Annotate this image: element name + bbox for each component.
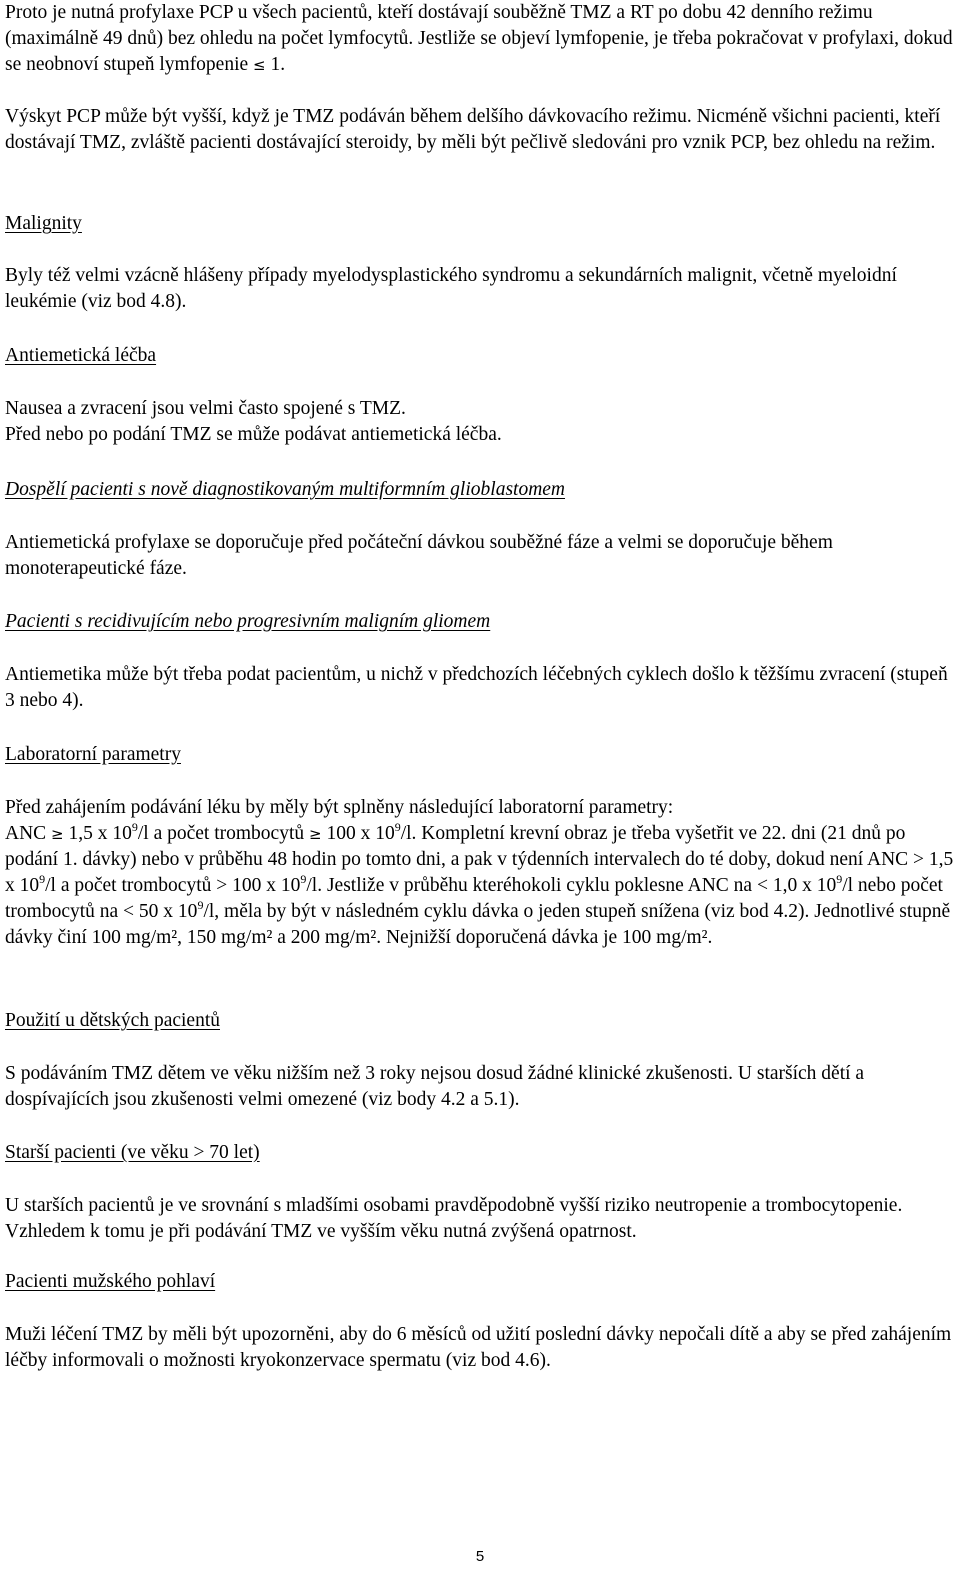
lab-text-9: /l, měla by být v následném cyklu dávka o jeden stupeň snížena (viz bod 4.2). Jednotlivé stupně dávky činí 100 mg/m², 150 mg/m² a 200 mg/m². Nejnižší doporučená dávka je 100 mg/m².: [5, 901, 951, 948]
elderly-heading: Starší pacienti (ve věku > 70 let): [5, 1142, 260, 1163]
pcp-text-1a: Proto je nutná profylaxe PCP u všech pacientů, kteří dostávají souběžně TMZ a RT po dobu 42 denního režimu (maximálně 49 dnů) bez ohledu na počet lymfocytů. Jestliže se objeví lymfopenie, je třeba pokračovat v profylaxi, dokud se neobnoví stupeň lymfopenie: [5, 2, 953, 75]
less-or-equal-symbol: ≤: [253, 56, 266, 74]
male-text: Muži léčení TMZ by měli být upozorněni, aby do 6 měsíců od užití poslední dávky nepočali dítě a aby se před zahájením léčby informovali o možnosti kryokonzervace spermatu (viz bod 4.6).: [5, 1324, 952, 1371]
exponent: 9: [836, 872, 843, 886]
exponent: 9: [394, 820, 401, 834]
lab-text-1: ANC: [5, 823, 52, 844]
malignity-text: Byly též velmi vzácně hlášeny případy myelodysplastického syndromu a sekundárních malignit, včetně myeloidní leukémie (viz bod 4.8).: [5, 265, 897, 312]
antiemetic-heading: Antiemetická léčba: [5, 345, 157, 366]
antiemetic-line-2: Před nebo po podání TMZ se může podávat antiemetická léčba.: [5, 424, 502, 445]
lab-text-4: 100 x 10: [321, 823, 395, 844]
recurrent-text: Antiemetika může být třeba podat pacientům, u nichž v předchozích léčebných cyklech došlo k těžšímu zvracení (stupeň 3 nebo 4).: [5, 664, 948, 711]
lab-heading: Laboratorní parametry: [5, 744, 181, 765]
pcp-text-1b: 1.: [265, 54, 286, 75]
male-heading: Pacienti mužského pohlaví: [5, 1271, 216, 1292]
greater-or-equal-symbol: ≥: [309, 825, 322, 843]
exponent: 9: [197, 898, 204, 912]
exponent: 9: [300, 872, 307, 886]
lab-text-6: /l a počet trombocytů > 100 x 10: [45, 875, 301, 896]
exponent: 9: [131, 820, 138, 834]
greater-or-equal-symbol: ≥: [51, 825, 64, 843]
adults-text: Antiemetická profylaxe se doporučuje před počáteční dávkou souběžné fáze a velmi se doporučuje během monoterapeutické fáze.: [5, 532, 833, 579]
adults-heading: Dospělí pacienti s nově diagnostikovaným multiformním glioblastomem: [5, 479, 566, 500]
lab-text-2: 1,5 x 10: [63, 823, 132, 844]
malignity-heading: Malignity: [5, 213, 82, 234]
lab-text-5: /l. Kompletní krevní obraz je třeba vyšetřit ve 22. dni (21 dnů po podání 1. dávky) nebo v průběhu 48 hodin po tomto dni, a pak v týdenních intervalech do té doby, dokud není ANC > 1,5 x 10: [5, 823, 954, 896]
lab-paragraph: [5, 821, 955, 951]
recurrent-heading: Pacienti s recidivujícím nebo progresivním maligním gliomem: [5, 611, 491, 632]
pcp-paragraph-2: Výskyt PCP může být vyšší, když je TMZ podáván během delšího dávkovacího režimu. Nicméně všichni pacienti, kteří dostávají TMZ, zvláště pacienti dostávající steroidy, by měli být pečlivě sledováni pro vznik PCP, bez ohledu na režim.: [5, 106, 941, 153]
page-number: 5: [475, 1548, 485, 1565]
elderly-text: U starších pacientů je ve srovnání s mladšími osobami pravděpodobně vyšší riziko neutropenie a trombocytopenie. Vzhledem k tomu je při podávání TMZ ve vyšším věku nutná zvýšená opatrnost.: [5, 1195, 903, 1242]
lab-text-8: /l nebo počet trombocytů na < 50 x 10: [5, 875, 943, 922]
pcp-paragraph-1: [5, 0, 955, 78]
exponent: 9: [39, 872, 46, 886]
children-heading: Použití u dětských pacientů: [5, 1010, 220, 1031]
children-text: S podáváním TMZ dětem ve věku nižším než 3 roky nejsou dosud žádné klinické zkušenosti. U starších dětí a dospívajících jsou zkušenosti velmi omezené (viz body 4.2 a 5.1).: [5, 1063, 865, 1110]
lab-text-3: /l a počet trombocytů: [137, 823, 309, 844]
antiemetic-line-1: Nausea a zvracení jsou velmi často spojené s TMZ.: [5, 398, 406, 419]
lab-text-7: /l. Jestliže v průběhu kteréhokoli cyklu poklesne ANC na < 1,0 x 10: [306, 875, 837, 896]
lab-line-1: Před zahájením podávání léku by měly být splněny následující laboratorní parametry:: [5, 797, 674, 818]
